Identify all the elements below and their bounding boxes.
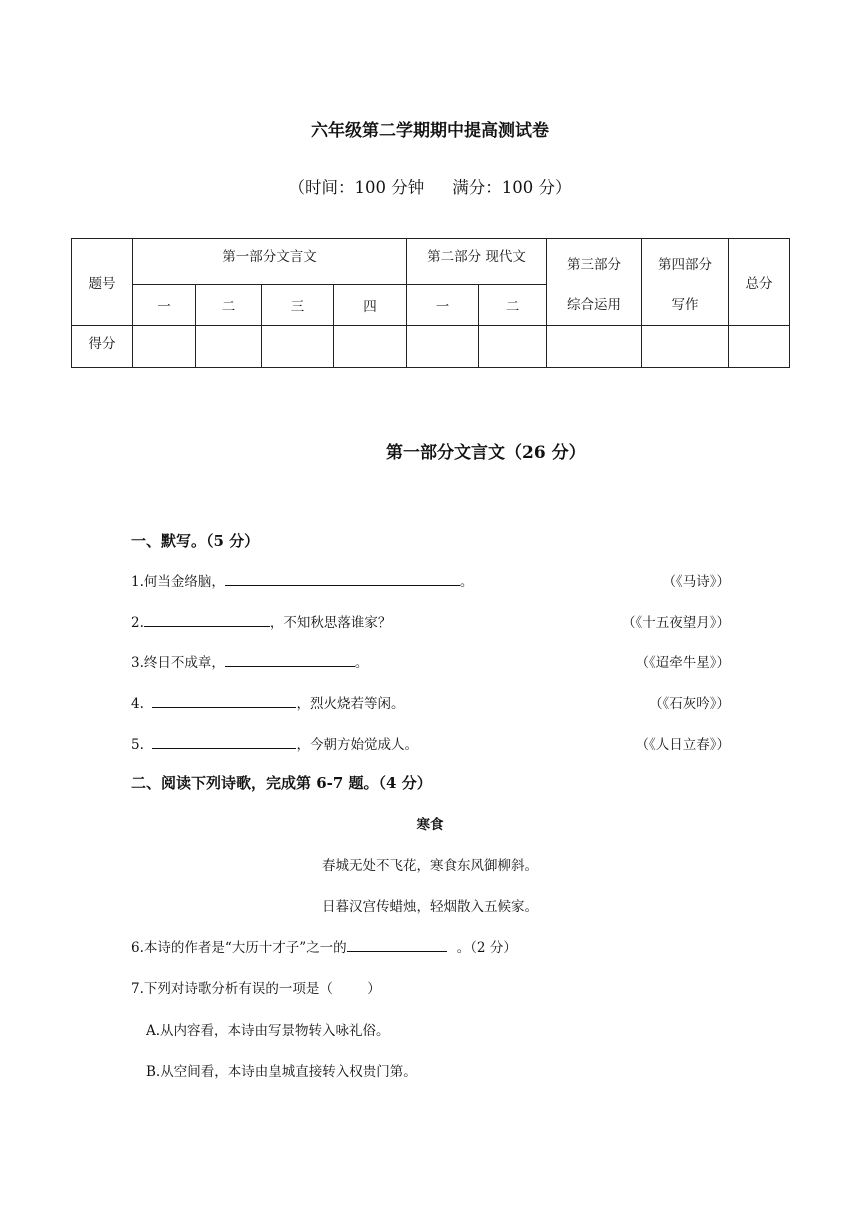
score-cell[interactable] bbox=[729, 326, 790, 368]
dictation-source-3: （《迢牵牛星》） bbox=[635, 655, 730, 671]
dictation-item-2: 2. ，不知秋思落谁家？ bbox=[131, 611, 391, 631]
question-6: 6.本诗的作者是“大历十才子”之一的 。（2 分） bbox=[131, 936, 517, 956]
score-cell[interactable] bbox=[196, 326, 262, 368]
part1-col: 四 bbox=[334, 284, 407, 325]
score-cell[interactable] bbox=[479, 326, 547, 368]
section2-heading: 二、阅读下列诗歌，完成第 6-7 题。（4 分） bbox=[131, 774, 432, 792]
part4-line1: 第四部分 bbox=[658, 257, 713, 273]
part3-line1: 第三部分 bbox=[567, 257, 622, 273]
part2-col: 二 bbox=[479, 284, 547, 325]
score-cell[interactable] bbox=[262, 326, 334, 368]
answer-blank[interactable] bbox=[225, 571, 460, 586]
answer-blank[interactable] bbox=[144, 612, 270, 627]
exam-info bbox=[0, 174, 860, 198]
poem-line-1: 春城无处不飞花，寒食东风御柳斜。 bbox=[322, 858, 538, 874]
dictation-source-5: （《人日立春》） bbox=[635, 737, 730, 753]
part1-col: 二 bbox=[196, 284, 262, 325]
poem-title: 寒食 bbox=[416, 817, 444, 833]
part1-title: 第一部分文言文（26 分） bbox=[386, 443, 586, 463]
dictation-source-4: （《石灰吟》） bbox=[649, 696, 730, 712]
score-cell[interactable] bbox=[133, 326, 196, 368]
answer-blank[interactable] bbox=[347, 937, 447, 952]
dictation-item-3: 3.终日不成章， 。 bbox=[131, 651, 368, 671]
score-table-header-label: 题号 bbox=[72, 239, 133, 326]
dictation-source-2: （《十五夜望月》） bbox=[622, 615, 730, 631]
section1-heading: 一、默写。（5 分） bbox=[131, 532, 260, 550]
score-table-part4 bbox=[642, 239, 729, 326]
score-cell[interactable] bbox=[407, 326, 479, 368]
score-row-label: 得分 bbox=[72, 326, 133, 368]
question-7: 7.下列对诗歌分析有误的一项是（ ） bbox=[131, 981, 381, 997]
page-title: 六年级第二学期期中提高测试卷 bbox=[311, 121, 549, 141]
answer-blank[interactable] bbox=[152, 734, 296, 749]
exam-time: （时间：100 分钟 bbox=[288, 178, 425, 197]
dictation-item-4: 4. ，烈火烧若等闲。 bbox=[131, 692, 404, 712]
score-table-total: 总分 bbox=[729, 239, 790, 326]
exam-full-score: 满分：100 分） bbox=[452, 178, 572, 197]
part3-line2: 综合运用 bbox=[567, 297, 622, 313]
dictation-source-1: （《马诗》） bbox=[662, 574, 730, 590]
score-table bbox=[71, 238, 790, 368]
score-table-part1: 第一部分文言文 bbox=[133, 239, 407, 285]
dictation-item-1: 1.何当金络脑， 。 bbox=[131, 570, 473, 590]
part1-col: 三 bbox=[262, 284, 334, 325]
answer-blank[interactable] bbox=[152, 693, 296, 708]
score-table-part2: 第二部分 现代文 bbox=[407, 239, 547, 285]
answer-blank[interactable] bbox=[225, 652, 355, 667]
part4-line2: 写作 bbox=[671, 297, 699, 313]
score-cell[interactable] bbox=[642, 326, 729, 368]
option-a: A.从内容看，本诗由写景物转入咏礼俗。 bbox=[146, 1023, 390, 1039]
option-b: B.从空间看，本诗由皇城直接转入权贵门第。 bbox=[146, 1064, 417, 1080]
part2-col: 一 bbox=[407, 284, 479, 325]
dictation-item-5: 5. ，今朝方始觉成人。 bbox=[131, 733, 418, 753]
poem-line-2: 日暮汉宫传蜡烛，轻烟散入五候家。 bbox=[322, 899, 538, 915]
score-cell[interactable] bbox=[547, 326, 642, 368]
part1-col: 一 bbox=[133, 284, 196, 325]
score-cell[interactable] bbox=[334, 326, 407, 368]
score-table-part3 bbox=[547, 239, 642, 326]
